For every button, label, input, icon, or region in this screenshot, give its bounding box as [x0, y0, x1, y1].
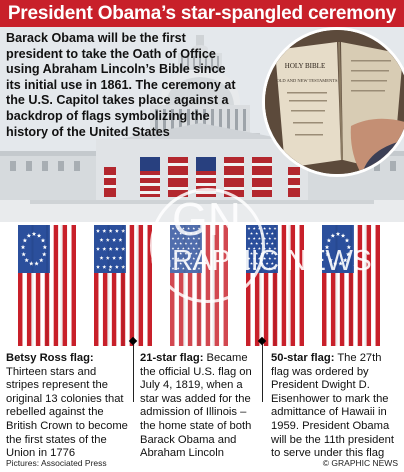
caption-pointer-line: [262, 340, 263, 402]
caption-21-star-body: Became the official U.S. flag on July 4, 1819, when a star was added for the admission of Illinois – the home state of both Barack Obama and Abraham Lincoln: [140, 352, 252, 460]
lincoln-bible-photo: [262, 27, 404, 177]
caption-50-star: [271, 352, 399, 461]
page-title: President Obama’s star-spangled ceremony: [7, 3, 397, 24]
caption-21-star: [140, 352, 262, 461]
caption-50-star-body: The 27th flag was ordered by President Dwight D. Eisenhower to mark the admittance of Hawaii in 1959. President Obama will be the 11th president to serve under this flag: [271, 352, 394, 460]
photo-credit: Pictures: Associated Press: [6, 458, 107, 468]
intro-paragraph: Barack Obama will be the first president to take the Oath of Office using Abraham Lincoln’s Bible since its initial use in 1861. The ceremony at the U.S. Capitol takes place against a backdrop of flags symbolizing the history of the United States: [6, 31, 236, 139]
caption-pointer-line: [133, 340, 134, 402]
bible-illustration: [265, 30, 404, 177]
caption-betsy-title: Betsy Ross flag:: [6, 352, 94, 364]
graphic-news-watermark-text: GRAPHIC NEWS: [150, 245, 372, 277]
graphic-news-logo: GN: [172, 193, 241, 245]
50-star-flag: [246, 225, 304, 346]
21-star-flag: [94, 225, 152, 346]
caption-betsy-ross: [6, 352, 130, 461]
copyright: © GRAPHIC NEWS: [322, 458, 398, 468]
betsy-ross-flag-right: [322, 225, 380, 346]
page-header: [0, 0, 404, 27]
bible-subtitle: OLD AND NEW TESTAMENTS: [276, 78, 338, 83]
caption-50-star-title: 50-star flag:: [271, 352, 335, 364]
caption-betsy-body: Thirteen stars and stripes represent the original 13 colonies that rebelled against the British Crown to become the first states of the Union in 1776: [6, 365, 128, 460]
betsy-ross-flag-left: [18, 225, 76, 346]
caption-21-star-title: 21-star flag:: [140, 352, 204, 364]
bible-title: HOLY BIBLE: [284, 62, 326, 70]
